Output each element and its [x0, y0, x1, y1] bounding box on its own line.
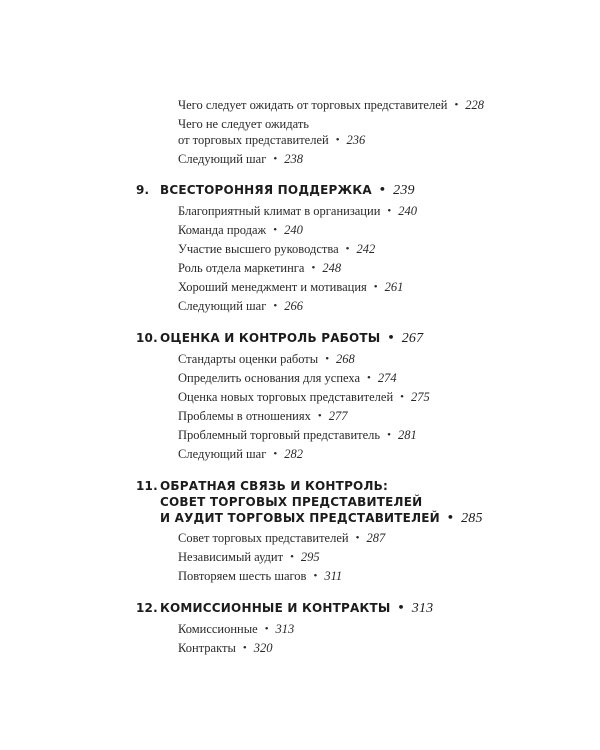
chapter-title: И АУДИТ ТОРГОВЫХ ПРЕДСТАВИТЕЛЕЙ [160, 511, 440, 525]
page-number: 295 [300, 550, 320, 564]
bullet-dot-icon: • [400, 391, 404, 403]
bullet-dot-icon: • [387, 205, 392, 217]
chapter-number: 11. [136, 479, 158, 493]
chapter-title: ВСЕСТОРОННЯЯ ПОДДЕРЖКА [160, 183, 372, 197]
page-number: 287 [366, 531, 386, 545]
toc-entry[interactable] [178, 259, 341, 278]
page-number: 248 [322, 261, 342, 275]
entry-title: Проблемы в отношениях [178, 409, 311, 423]
page-number: 282 [284, 447, 303, 461]
entry-title: Следующий шаг [178, 152, 267, 166]
bullet-dot-icon: • [345, 243, 350, 255]
toc-entry[interactable] [178, 297, 303, 316]
chapter-title: ОЦЕНКА И КОНТРОЛЬ РАБОТЫ [160, 331, 381, 345]
page-number: 261 [384, 280, 404, 294]
entry-title: Проблемный торговый представитель [178, 428, 381, 442]
entry-title: Совет торговых представителей [178, 531, 349, 545]
bullet-dot-icon: • [387, 429, 391, 441]
page-number: 277 [328, 409, 348, 423]
page-number: 239 [393, 183, 415, 198]
toc-entry[interactable] [178, 96, 484, 115]
toc-entry-line2[interactable] [178, 131, 365, 150]
entry-title: Чего не следует ожидать [178, 117, 309, 131]
page-number: 281 [397, 428, 417, 442]
entry-title: Следующий шаг [178, 299, 267, 313]
bullet-dot-icon: • [264, 623, 269, 635]
bullet-dot-icon: • [397, 601, 405, 614]
bullet-dot-icon: • [313, 570, 318, 582]
bullet-dot-icon: • [311, 262, 316, 274]
toc-entry[interactable] [178, 150, 303, 169]
toc-entry[interactable] [178, 240, 375, 259]
toc-entry[interactable] [178, 639, 272, 658]
entry-title: Благоприятный климат в организации [178, 204, 381, 218]
toc-entry[interactable] [178, 407, 347, 426]
bullet-dot-icon: • [325, 353, 330, 365]
bullet-dot-icon: • [273, 224, 278, 236]
bullet-dot-icon: • [273, 153, 278, 165]
page-number: 228 [465, 98, 485, 112]
entry-title: Чего следует ожидать от торговых представителей [178, 98, 448, 112]
toc-entry[interactable] [178, 567, 342, 586]
bullet-dot-icon: • [317, 410, 322, 422]
entry-title: Команда продаж [178, 223, 267, 237]
page-number: 320 [253, 641, 273, 655]
bullet-dot-icon: • [367, 372, 371, 384]
entry-title: Определить основания для успеха [178, 371, 361, 385]
page-number: 267 [401, 331, 424, 346]
page-number: 313 [275, 622, 295, 636]
toc-entry[interactable] [178, 221, 303, 240]
page-number: 313 [411, 601, 434, 616]
entry-title: Независимый аудит [178, 550, 284, 564]
page-number: 266 [284, 299, 303, 313]
chapter-number: 9. [136, 183, 150, 197]
toc-entry[interactable] [178, 548, 320, 567]
chapter-title: КОМИССИОННЫЕ И КОНТРАКТЫ [160, 601, 391, 615]
chapter-title-line1: ОБРАТНАЯ СВЯЗЬ И КОНТРОЛЬ: [160, 479, 388, 493]
toc-entry[interactable] [178, 369, 397, 388]
entry-title: Комиссионные [178, 622, 258, 636]
bullet-dot-icon: • [290, 551, 294, 563]
toc-entry[interactable] [178, 445, 303, 464]
page-number: 274 [377, 371, 397, 385]
page-number: 236 [346, 133, 366, 147]
entry-title: от торговых представителей [178, 133, 329, 147]
bullet-dot-icon: • [378, 183, 387, 196]
entry-title: Повторяем шесть шагов [178, 569, 307, 583]
page-number: 240 [284, 223, 303, 237]
page-number: 238 [284, 152, 303, 166]
toc-entry[interactable] [178, 350, 355, 369]
toc-entry[interactable] [178, 620, 294, 639]
chapter-title: СОВЕТ ТОРГОВЫХ ПРЕДСТАВИТЕЛЕЙ [160, 495, 423, 509]
bullet-dot-icon: • [273, 300, 278, 312]
bullet-dot-icon: • [355, 532, 360, 544]
entry-title: Следующий шаг [178, 447, 267, 461]
page-number: 240 [398, 204, 417, 218]
entry-title: Участие высшего руководства [178, 242, 339, 256]
toc-entry[interactable] [178, 388, 430, 407]
bullet-dot-icon: • [387, 331, 395, 344]
toc-entry[interactable] [178, 278, 403, 297]
bullet-dot-icon: • [335, 134, 340, 146]
chapter-title-line3[interactable] [160, 509, 483, 528]
entry-title: Роль отдела маркетинга [178, 261, 305, 275]
toc-entry[interactable] [178, 426, 417, 445]
chapter-number: 10. [136, 331, 158, 345]
page-number: 242 [356, 242, 376, 256]
chapter-number: 12. [136, 601, 158, 615]
entry-title: Оценка новых торговых представителей [178, 390, 394, 404]
entry-title: Стандарты оценки работы [178, 352, 319, 366]
page-number: 285 [461, 511, 483, 526]
page-number: 268 [336, 352, 355, 366]
toc-entry[interactable] [178, 529, 385, 548]
bullet-dot-icon: • [454, 99, 459, 111]
entry-title: Хороший менеджмент и мотивация [178, 280, 367, 294]
page-number: 275 [411, 390, 430, 404]
bullet-dot-icon: • [273, 448, 278, 460]
page-number: 311 [324, 569, 343, 583]
bullet-dot-icon: • [373, 281, 378, 293]
entry-title: Контракты [178, 641, 236, 655]
toc-entry[interactable] [178, 202, 417, 221]
bullet-dot-icon: • [446, 511, 455, 524]
bullet-dot-icon: • [242, 642, 247, 654]
